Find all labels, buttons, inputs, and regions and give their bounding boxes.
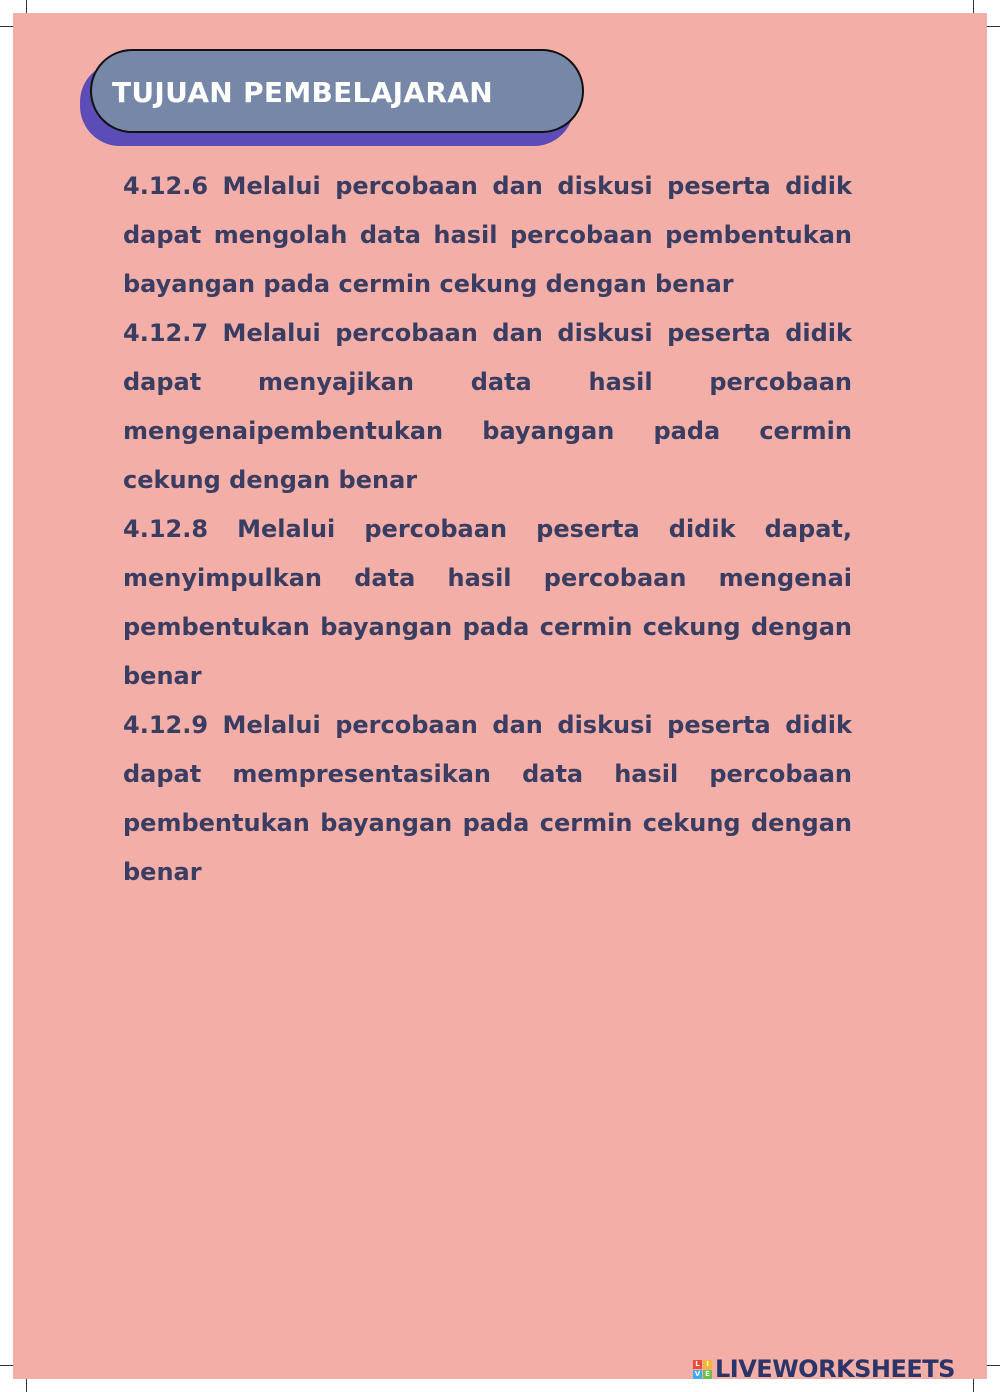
crop-mark xyxy=(0,1365,13,1366)
objective-4-12-8: 4.12.8 Melalui percobaan peserta didik dapat, menyimpulkan data hasil percobaan mengenai pembentukan bayangan pada cermin cekung dengan benar xyxy=(123,515,852,690)
logo-letter: L xyxy=(693,1360,702,1369)
objective-4-12-9: 4.12.9 Melalui percobaan dan diskusi peserta didik dapat mempresentasikan data hasil percobaan pembentukan bayangan pada cermin cekung dengan benar xyxy=(123,711,852,886)
section-title: TUJUAN PEMBELAJARAN xyxy=(112,76,493,109)
logo-letter: V xyxy=(694,1369,701,1378)
liveworksheets-logo-icon xyxy=(693,1360,712,1379)
crop-mark xyxy=(973,1379,974,1392)
brand-name: LIVEWORKSHEETS xyxy=(715,1355,955,1383)
crop-mark xyxy=(0,26,13,27)
liveworksheets-brand xyxy=(693,1355,955,1383)
objective-4-12-6: 4.12.6 Melalui percobaan dan diskusi peserta didik dapat mengolah data hasil percobaan pembentukan bayangan pada cermin cekung dengan benar xyxy=(123,172,852,298)
logo-letter: I xyxy=(703,1360,712,1369)
objective-4-12-7: 4.12.7 Melalui percobaan dan diskusi peserta didik dapat menyajikan data hasil percobaan mengenaipembentukan bayangan pada cermin cekung dengan benar xyxy=(123,319,852,494)
crop-mark xyxy=(987,26,1000,27)
crop-mark xyxy=(973,0,974,13)
crop-mark xyxy=(987,1365,1000,1366)
crop-mark xyxy=(26,0,27,13)
section-banner xyxy=(90,49,584,133)
crop-mark xyxy=(26,1379,27,1392)
logo-letter: E xyxy=(703,1370,712,1379)
learning-objectives xyxy=(123,162,852,897)
